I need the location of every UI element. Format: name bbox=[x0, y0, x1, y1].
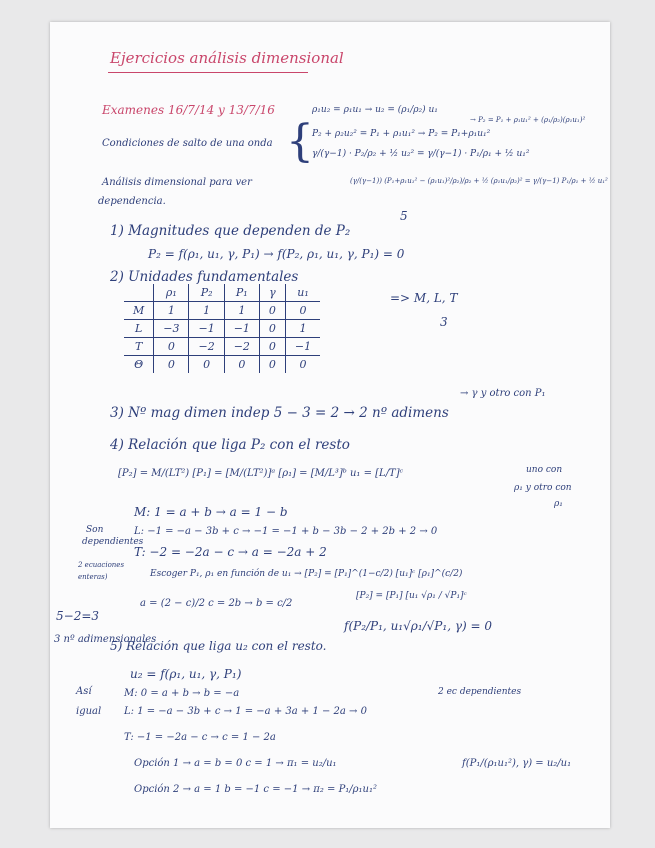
count-three-adim: 3 nº adimensionales bbox=[54, 634, 157, 645]
step1-label: 1) Magnitudes que dependen de P₂ bbox=[110, 223, 351, 239]
table-cell: 0 bbox=[285, 302, 320, 320]
dimension-matrix bbox=[124, 284, 320, 373]
system-eq-L: L: −1 = −a − 3b + c → −1 = −1 + b − 3b − 2 + 2b + 2 → 0 bbox=[134, 526, 438, 537]
left-brace: { bbox=[286, 116, 314, 167]
dimension-row-M bbox=[124, 302, 320, 320]
dimension-header-row bbox=[124, 284, 320, 302]
dependent-note: 2 ec dependientes bbox=[438, 687, 522, 697]
side-note-3: ρ₁ bbox=[554, 499, 563, 509]
step5-equation: u₂ = f(ρ₁, u₁, γ, P₁) bbox=[130, 667, 242, 681]
step4-dimensions: [P₂] = M/(LT²) [P₁] = [M/(LT²)]ᵃ [ρ₁] = [M/L³]ᵇ u₁ = [L/T]ᶜ bbox=[118, 468, 404, 479]
table-cell: Θ bbox=[134, 358, 144, 371]
dimension-row-T bbox=[124, 338, 320, 356]
dimension-row-L bbox=[124, 320, 320, 338]
final-relation: f(P₁/(ρ₁u₁²), γ) = u₂/u₁ bbox=[462, 758, 572, 769]
step3-note: → γ y otro con P₁ bbox=[460, 388, 546, 399]
step1-equation: P₂ = f(ρ₁, u₁, γ, P₁) → f(P₂, ρ₁, u₁, γ, P₁) = 0 bbox=[148, 247, 405, 261]
step2-label: 2) Unidades fundamentales bbox=[110, 269, 299, 285]
title-underline bbox=[108, 72, 308, 73]
table-cell: M bbox=[133, 304, 145, 317]
analysis-line2: dependencia. bbox=[98, 196, 166, 207]
table-cell: 0 bbox=[259, 338, 285, 356]
left-note-3: 2 ecuaciones bbox=[78, 561, 125, 569]
exponent-eqs: a = (2 − c)/2 c = 2b → b = c/2 bbox=[140, 598, 293, 609]
step5-eq-T: T: −1 = −2a − c → c = 1 − 2a bbox=[124, 732, 276, 743]
condition-eq3: γ/(γ−1) · P₂/ρ₂ + ½ u₂² = γ/(γ−1) · P₁/ρ₁ + ½ u₁² bbox=[312, 149, 530, 159]
exam-dates: Examenes 16/7/14 y 13/7/16 bbox=[102, 103, 275, 117]
left-note-1: Son bbox=[86, 525, 104, 535]
step3-label: 3) Nº mag dimen indep 5 − 3 = 2 → 2 nº adimens bbox=[110, 405, 449, 421]
table-cell: 0 bbox=[154, 338, 189, 356]
table-cell: 0 bbox=[259, 302, 285, 320]
table-cell: 0 bbox=[224, 356, 259, 374]
option-1: Opción 1 → a = b = 0 c = 1 → π₁ = u₂/u₁ bbox=[134, 758, 337, 769]
table-cell: 1 bbox=[224, 302, 259, 320]
table-cell: 0 bbox=[154, 356, 189, 374]
dimension-row-theta bbox=[124, 356, 320, 374]
header-cell bbox=[124, 284, 154, 302]
fundamental-units: => M, L, T bbox=[390, 291, 458, 305]
p2-expression: [P₂] = [P₁] [u₁ √ρ₁ / √P₁]ᶜ bbox=[356, 591, 467, 601]
table-cell: 1 bbox=[285, 320, 320, 338]
step5-eq-L: L: 1 = −a − 3b + c → 1 = −a + 3a + 1 − 2a → 0 bbox=[124, 706, 367, 717]
f-relation: f(P₂/P₁, u₁√ρ₁/√P₁, γ) = 0 bbox=[344, 619, 492, 633]
table-cell: 0 bbox=[189, 356, 224, 374]
table-cell: −2 bbox=[224, 338, 259, 356]
side-note-1: uno con bbox=[526, 465, 563, 475]
header-cell: ρ₁ bbox=[154, 284, 189, 302]
system-eq-T: T: −2 = −2a − c → a = −2a + 2 bbox=[134, 545, 327, 559]
table-cell: −3 bbox=[154, 320, 189, 338]
page-title: Ejercicios análisis dimensional bbox=[110, 49, 344, 67]
notebook-page bbox=[50, 22, 610, 828]
table-cell: 0 bbox=[259, 320, 285, 338]
step5-eq-M: M: 0 = a + b → b = −a bbox=[124, 688, 240, 699]
igual-note: igual bbox=[76, 706, 102, 717]
count-five-minus-two: 5−2=3 bbox=[56, 609, 100, 623]
side-note-2: ρ₁ y otro con bbox=[514, 483, 572, 493]
left-note-2: dependientes bbox=[82, 537, 144, 547]
count-three: 3 bbox=[440, 315, 448, 329]
step4-label: 4) Relación que liga P₂ con el resto bbox=[110, 437, 350, 453]
condition-eq4: (γ/(γ−1)) (P₁+ρ₁u₁² − (ρ₁u₁)²/ρ₂)/ρ₂ + ½ (ρ₁u₁/ρ₂)² = γ/(γ−1) P₁/ρ₁ + ½ u₁² bbox=[350, 177, 608, 185]
table-cell: 1 bbox=[189, 302, 224, 320]
analysis-line1: Análisis dimensional para ver bbox=[102, 177, 252, 188]
conditions-label: Condiciones de salto de una onda bbox=[102, 138, 273, 149]
table-cell: −2 bbox=[189, 338, 224, 356]
table-cell: 0 bbox=[285, 356, 320, 374]
table-cell: 0 bbox=[259, 356, 285, 374]
table-cell: −1 bbox=[189, 320, 224, 338]
condition-eq1b: → P₂ = P₁ + ρ₁u₁² + (ρ₁/ρ₂)(ρ₁u₁)² bbox=[470, 116, 586, 124]
header-cell: P₂ bbox=[189, 284, 224, 302]
table-cell: −1 bbox=[224, 320, 259, 338]
step5-label: 5) Relación que liga u₂ con el resto. bbox=[110, 639, 327, 653]
condition-eq2: P₂ + ρ₂u₂² = P₁ + ρ₁u₁² → P₂ = P₁+ρ₁u₁² bbox=[312, 129, 491, 139]
header-cell: u₁ bbox=[285, 284, 320, 302]
table-cell: 1 bbox=[154, 302, 189, 320]
choose-variables: Escoger P₁, ρ₁ en función de u₁ → [P₂] = [P₁]^(1−c/2) [u₁]ᶜ [ρ₁]^(c/2) bbox=[150, 569, 463, 579]
header-cell: P₁ bbox=[224, 284, 259, 302]
left-note-4: enteras) bbox=[78, 573, 108, 581]
table-cell: L bbox=[134, 322, 143, 335]
option-2: Opción 2 → a = 1 b = −1 c = −1 → π₂ = P₁/ρ₁u₁² bbox=[134, 784, 378, 795]
count-five: 5 bbox=[400, 209, 408, 223]
table-cell: −1 bbox=[285, 338, 320, 356]
asi-note: Así bbox=[76, 686, 92, 697]
condition-eq1: ρ₁u₂ = ρ₁u₁ → u₂ = (ρ₁/ρ₂) u₁ bbox=[312, 105, 438, 115]
system-eq-M: M: 1 = a + b → a = 1 − b bbox=[134, 505, 288, 519]
table-cell: T bbox=[134, 340, 143, 353]
header-cell: γ bbox=[259, 284, 285, 302]
